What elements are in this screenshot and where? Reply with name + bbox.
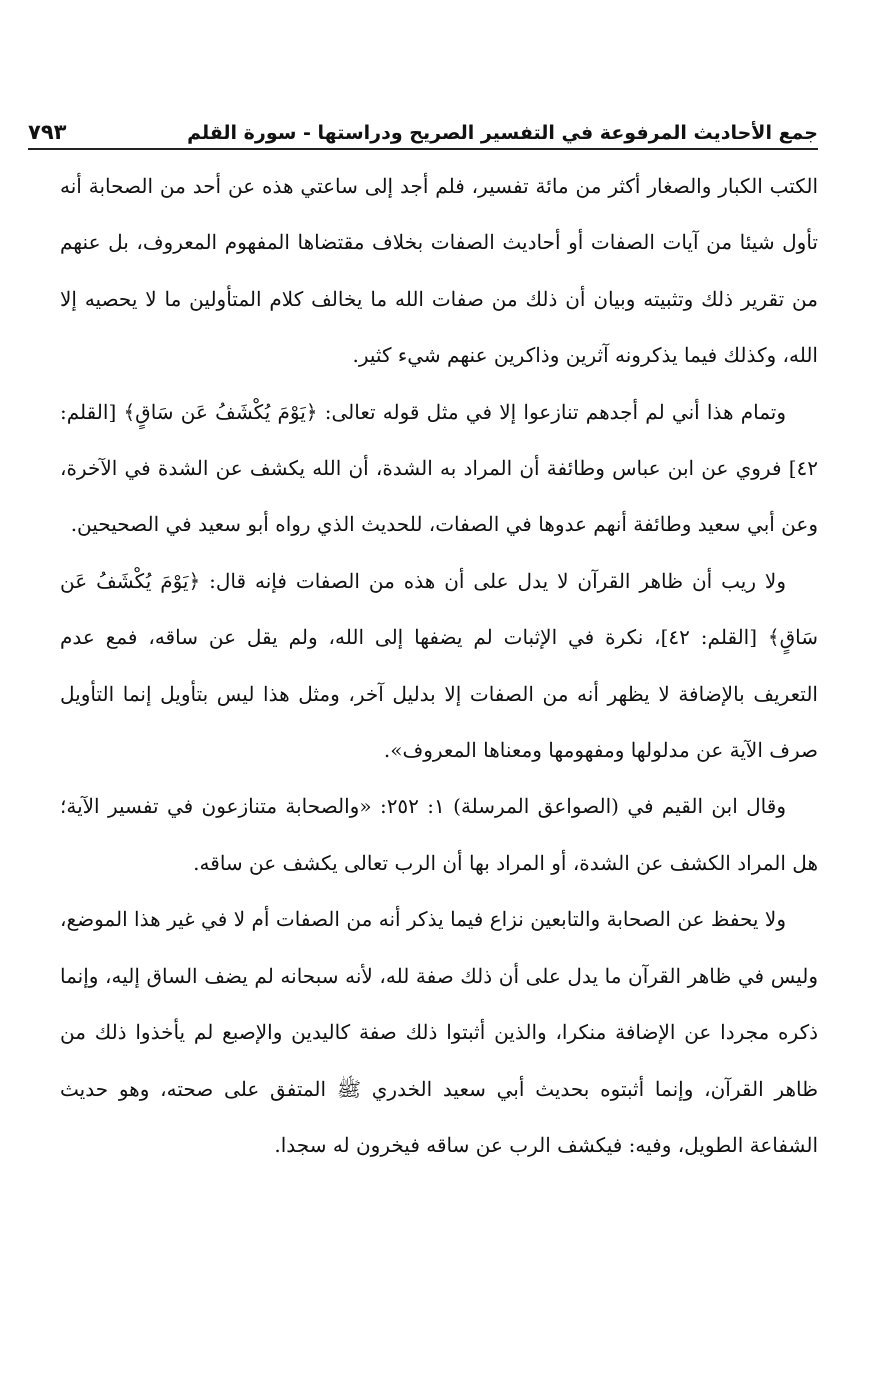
body-text <box>60 158 818 1173</box>
page-number: ٧٩٣ <box>28 120 67 144</box>
paragraph: الكتب الكبار والصغار أكثر من مائة تفسير، فلم أجد إلى ساعتي هذه عن أحد من الصحابة أنه تأول شيئا من آيات الصفات أو أحاديث الصفات بخلاف مقتضاها المفهوم المعروف، بل عنهم من تقرير ذلك وتثبيته وبيان أن ذلك من صفات الله ما يخالف كلام المتأولين ما لا يحصيه إلا الله، وكذلك فيما يذكرونه آثرين وذاكرين عنهم شيء كثير. <box>60 174 818 368</box>
paragraph: وتمام هذا أني لم أجدهم تنازعوا إلا في مثل قوله تعالى: ﴿يَوْمَ يُكْشَفُ عَن سَاقٍ﴾ [القلم: ٤٢] فروي عن ابن عباس وطائفة أن المراد به الشدة، أن الله يكشف عن الشدة في الآخرة، وعن أبي سعيد وطائفة أنهم عدوها في الصفات، للحديث الذي رواه أبو سعيد في الصحيحين. <box>60 399 818 537</box>
paragraph: ولا ريب أن ظاهر القرآن لا يدل على أن هذه من الصفات فإنه قال: ﴿يَوْمَ يُكْشَفُ عَن سَاقٍ﴾ [القلم: ٤٢]، نكرة في الإثبات لم يضفها إلى الله، ولم يقل عن ساقه، فمع عدم التعريف بالإضافة لا يظهر أنه من الصفات إلا بدليل آخر، ومثل هذا ليس بتأويل إنما التأويل صرف الآية عن مدلولها ومفهومها ومعناها المعروف». <box>60 568 818 763</box>
paragraph: ولا يحفظ عن الصحابة والتابعين نزاع فيما يذكر أنه من الصفات أم لا في غير هذا الموضع، وليس في ظاهر القرآن ما يدل على أن ذلك صفة لله، لأنه سبحانه لم يضف الساق إليه، وإنما ذكره مجردا عن الإضافة منكرا، والذين أثبتوا ذلك صفة كاليدين والإصبع لم يأخذوا ذلك من ظاهر القرآن، وإنما أثبتوه بحديث أبي سعيد الخدري ﷺ المتفق على صحته، وهو حديث الشفاعة الطويل، وفيه: فيكشف الرب عن ساقه فيخرون له سجدا. <box>60 907 818 1157</box>
paragraph: وقال ابن القيم في (الصواعق المرسلة) ١: ٢٥٢: «والصحابة متنازعون في تفسير الآية؛ هل المراد الكشف عن الشدة، أو المراد بها أن الرب تعالى يكشف عن ساقه. <box>60 794 818 875</box>
page-header <box>28 114 818 150</box>
running-title: جمع الأحاديث المرفوعة في التفسير الصريح ودراستها - سورة القلم <box>187 122 818 144</box>
